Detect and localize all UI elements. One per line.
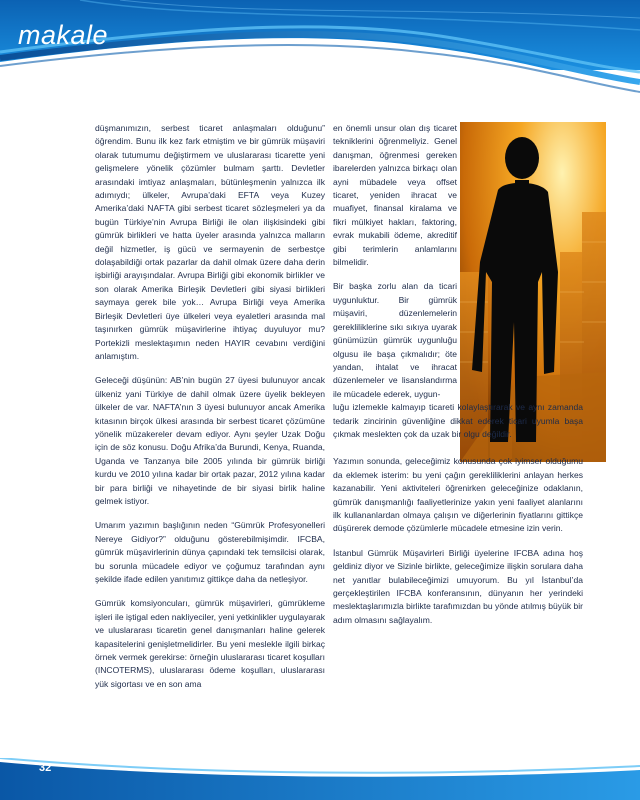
left-column — [95, 122, 325, 702]
right-paragraph-1: en önemli unsur olan dış ticaret tekniklerini öğrenmeliyiz. Genel danışman, öğrenmesi gereken ibarelerden yalnızca birkaçı olan ayni mübadele veya offset ticaret, yeniden ihracat ve muafiyet, finansal kiralama ve fikri mülkiyet hakları, faktoring, evrak mukabili ödeme, akreditif gibi terimlerin anlamlarını bilmelidir. — [333, 123, 457, 268]
right-paragraph-3: Yazımın sonunda, geleceğimiz konusunda çok iyimser olduğumu da eklemek isterim: bu yeni çağın gerekliliklerini anlayan herkes kazanabilir. Yeni aktiviteleri öğrenirken geleceğinize odaklanın, gümrük danışmanlığı faaliyetlerinize yakın yeni faaliyet alanlarını ilk kullananlardan olmaya çalışın ve diğerlerinin fiyatlarını gittikçe düşürerek demode çözümlerle mücadele etmesine izin verin. — [333, 456, 583, 534]
left-paragraph-4: Gümrük komsiyoncuları, gümrük müşavirleri, gümrükleme işleri ile iştigal eden nakliyeciler, yeni yetkinlikler uygulayarak ve uluslararası ticaretin genel danışmanları haline gelerek kapasitelerini genişletmelidirler. Bu yeni meslekle ilgili birkaç örnek vermek gerekirse: örneğin uluslararası ticaret koşulları (INCOTERMS), uluslararası ödeme koşulları, uluslararası yük sigortası ve en son ama — [95, 598, 325, 689]
header-banner — [0, 0, 640, 110]
right-paragraph-4: İstanbul Gümrük Müşavirleri Birliği üyelerine IFCBA adına hoş geldiniz diyor ve Sizinle birlikte, geleceğimize ilişkin sorulara daha net yanıtlar bulabileceğimizi umuyorum. Bu yıl İstanbul’da gerçekleştirilen IFCBA konferansının, dünyanın her yerindeki meslektaşlarımızla birlikte tarafımızdan bu yönde atılmış büyük bir adım olmasını sağlayalım. — [333, 547, 583, 625]
footer-bar — [0, 758, 640, 800]
left-paragraph-3: Umarım yazımın başlığının neden “Gümrük Profesyonelleri Nereye Gidiyor?” olduğunu gösterebilmişimdir. IFCBA, gümrük müşavirlerinin dünya çapındaki tek temsilcisi olarak, bu sorunla mücadele ediyor ve çoğumuz tarafından aynı şekilde ifade edilen yanıtımız gittikçe daha da netleşiyor. — [95, 520, 325, 584]
footer-wave-graphic — [0, 758, 640, 800]
left-paragraph-1: düşmanımızın, serbest ticaret anlaşmaları olduğunu” öğrendim. Bunu ilk kez fark etmiştim ve bir gümrük müşaviri olarak tutumumu değiştirmem ve uluslararası ticarette yeni gelişmelere yönelik çözümler bulmam şarttı. Devletler arasındaki imtiyaz anlaşmaları, bütünleşmenin yalnızca ilk adımıydı; ülkeler, Avrupa’daki EFTA veya Kuzey Amerika’daki NAFTA gibi serbest ticaret sözleşmeleri ya da bugün Türkiye’nin Avrupa Birliği ile olan ilişkisindeki gibi gümrük birlikleri ve hatta üyeler arasında yalnızca malların değil hizmetler, iş gücü ve sermayenin de serbestçe dolaşabildiği ortak pazarlar da dahil olmak üzere daha derin işbirliği arayışındalar. Avrupa Birliği gibi ekonomik birlikler ve son olarak Amerika Birleşik Devletleri gibi siyasi birlikleri saymaya gerek bile yok… Avrupa Birliği veya Amerika Birleşik Devletleri üye ülkeleri veya eyaletleri arasında mal taşınırken gümrük müşavirlerine ihtiyaç duyuluyor mu? Portekizli meslektaşımın neden HAYIR cevabını verdiğini anlamıştım. — [95, 123, 325, 361]
section-label: makale — [18, 20, 109, 50]
left-paragraph-2: Geleceği düşünün: AB’nin bugün 27 üyesi bulunuyor ancak ülkeniz yani Türkiye de dahil olmak üzere üyelik bekleyen ülkeler de var. NAFTA’nın 3 üyesi bulunuyor ancak Amerika kıtasının birçok ülkesi arasında bir serbest ticaret çözümüne yönelik müzakereler devam ediyor. Aynı şeyler Uzak Doğu için de söz konusu. Doğu Afrika’da Burundi, Kenya, Ruanda, Uganda ve Tanzanya bile 2005 yılında bir gümrük birliği kurdu ve 2010 yılına kadar bir ortak pazar, 2012 yılına kadar bir para birliği ve nihayetinde de bir siyasi birlik haline gelmek istiyor. — [95, 375, 325, 506]
header-wave-graphic — [0, 0, 640, 110]
right-paragraph-2-wide: luğu izlemekle kalmayıp ticareti kolaylaştırarak ve aynı zamanda tedarik zincirinin güvenliğine dikkat ederek ticari uyumla başa çıkmak meslekten çok da uzak bir olgu değildir. — [333, 402, 583, 439]
right-paragraph-2-narrow: Bir başka zorlu alan da ticari uygunluktur. Bir gümrük müşaviri, düzenlemelerin gerekliliklerine sıkı sıkıya uyarak günümüzün gümrük uygunluğu olgusu ile başa çıkmalıdır; öte yandan, ihtalat ve ihracat düzenlemeler ve lisanslandırma ile mücadele ederek, uygun- — [333, 281, 457, 399]
page-number: 32 — [39, 762, 52, 774]
right-column — [333, 122, 583, 638]
